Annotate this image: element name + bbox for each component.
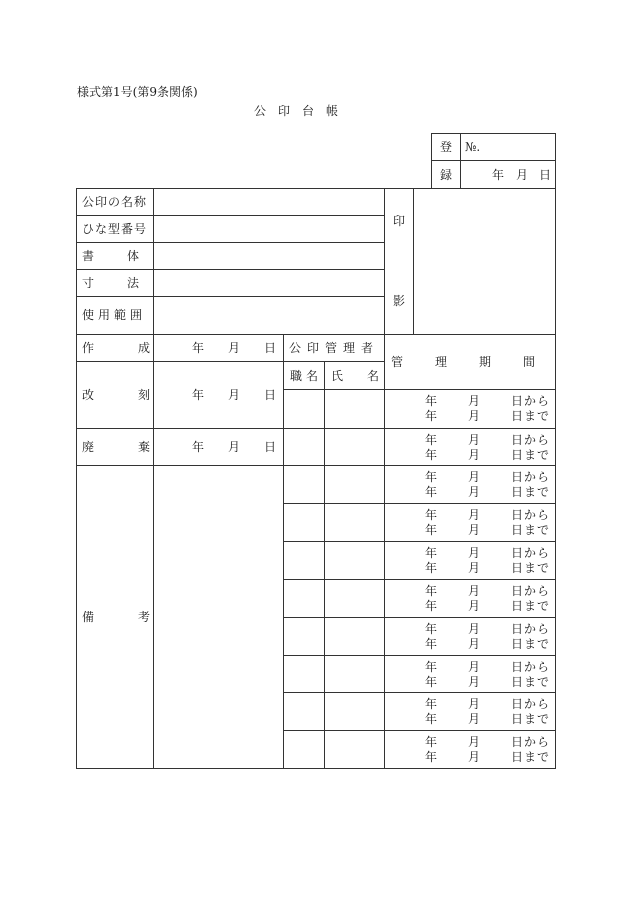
period-row-4-until-day: 日まで xyxy=(511,523,551,537)
manager-name-cell-7[interactable] xyxy=(325,618,384,655)
engraved-day: 日 xyxy=(264,388,277,402)
seal-impression-area[interactable] xyxy=(414,189,555,334)
period-row-7-until-month: 月 xyxy=(468,637,481,651)
period-row-2-until-day: 日まで xyxy=(511,448,551,462)
registration-month: 月 xyxy=(516,168,529,182)
template-number-value[interactable] xyxy=(154,216,384,242)
period-row-8-until-day: 日まで xyxy=(511,675,551,689)
period-row-10-until-day: 日まで xyxy=(511,750,551,764)
period-row-9-from-year: 年 xyxy=(425,697,438,711)
period-row-5-until-year: 年 xyxy=(425,561,438,575)
period-row-2-until-month: 月 xyxy=(468,448,481,462)
usage-scope-value[interactable] xyxy=(154,297,384,334)
registration-year: 年 xyxy=(492,168,505,182)
field-label-usage-scope xyxy=(82,308,148,322)
period-row-1-until-month: 月 xyxy=(468,409,481,423)
manager-name-cell-9[interactable] xyxy=(325,693,384,730)
manager-position-cell-6[interactable] xyxy=(284,580,324,617)
period-row-7-from-day: 日から xyxy=(511,622,551,636)
period-row-10-from-month: 月 xyxy=(468,735,481,749)
typeface-value[interactable] xyxy=(154,243,384,269)
field-label-typeface-text: 書 体 xyxy=(82,249,143,263)
created-month: 月 xyxy=(228,341,241,355)
registration-label-top: 登 xyxy=(440,140,453,154)
field-label-dimensions-text: 寸 法 xyxy=(82,276,143,290)
period-row-10-until-year: 年 xyxy=(425,750,438,764)
row-label-created xyxy=(82,341,167,355)
period-row-5-from-month: 月 xyxy=(468,546,481,560)
period-row-10-until-month: 月 xyxy=(468,750,481,764)
period-row-6-from-month: 月 xyxy=(468,584,481,598)
period-row-1-until-day: 日まで xyxy=(511,409,551,423)
period-row-1-until-year: 年 xyxy=(425,409,438,423)
period-row-9-until-month: 月 xyxy=(468,712,481,726)
created-year: 年 xyxy=(192,341,205,355)
discarded-month: 月 xyxy=(228,440,241,454)
period-row-8-until-month: 月 xyxy=(468,675,481,689)
manager-name-cell-6[interactable] xyxy=(325,580,384,617)
period-row-1-from-year: 年 xyxy=(425,394,438,408)
dimensions-value[interactable] xyxy=(154,270,384,296)
row-label-discarded-text: 廃 棄 xyxy=(82,440,167,454)
period-row-4-from-year: 年 xyxy=(425,508,438,522)
row-label-discarded xyxy=(82,440,167,454)
period-row-6-from-year: 年 xyxy=(425,584,438,598)
field-label-typeface xyxy=(82,249,148,263)
period-row-5-until-month: 月 xyxy=(468,561,481,575)
period-row-8-from-month: 月 xyxy=(468,660,481,674)
manager-position-cell-1[interactable] xyxy=(284,390,324,428)
period-row-3-from-year: 年 xyxy=(425,470,438,484)
manager-name-cell-5[interactable] xyxy=(325,542,384,579)
period-row-10-from-year: 年 xyxy=(425,735,438,749)
period-row-7-from-month: 月 xyxy=(468,622,481,636)
period-row-6-until-year: 年 xyxy=(425,599,438,613)
period-row-4-until-month: 月 xyxy=(468,523,481,537)
manager-position-cell-5[interactable] xyxy=(284,542,324,579)
manager-position-cell-9[interactable] xyxy=(284,693,324,730)
period-row-9-until-year: 年 xyxy=(425,712,438,726)
manager-name-cell-2[interactable] xyxy=(325,429,384,465)
period-row-6-until-month: 月 xyxy=(468,599,481,613)
manager-header-text: 公印管理者 xyxy=(289,341,380,355)
period-row-10-from-day: 日から xyxy=(511,735,551,749)
period-row-7-from-year: 年 xyxy=(425,622,438,636)
field-label-seal-name xyxy=(82,195,148,209)
created-day: 日 xyxy=(264,341,277,355)
manager-position-cell-10[interactable] xyxy=(284,731,324,768)
period-row-2-from-month: 月 xyxy=(468,433,481,447)
period-row-3-until-day: 日まで xyxy=(511,485,551,499)
registration-label-bottom: 録 xyxy=(440,168,453,182)
period-row-3-from-day: 日から xyxy=(511,470,551,484)
period-row-3-from-month: 月 xyxy=(468,470,481,484)
manager-name-cell-4[interactable] xyxy=(325,504,384,541)
field-label-seal-name-text: 公印の名称 xyxy=(82,195,148,209)
discarded-year: 年 xyxy=(192,440,205,454)
row-label-remarks xyxy=(82,610,167,624)
row-label-remarks-text: 備 考 xyxy=(82,610,167,624)
period-row-7-until-year: 年 xyxy=(425,637,438,651)
period-row-9-from-month: 月 xyxy=(468,697,481,711)
form-label: 様式第1号(第9条関係) xyxy=(77,85,198,99)
period-row-8-from-day: 日から xyxy=(511,660,551,674)
manager-name-cell-1[interactable] xyxy=(325,390,384,428)
manager-position-cell-4[interactable] xyxy=(284,504,324,541)
registration-number-label: №. xyxy=(465,140,481,154)
engraved-month: 月 xyxy=(228,388,241,402)
period-row-3-until-year: 年 xyxy=(425,485,438,499)
row-label-created-text: 作 成 xyxy=(82,341,167,355)
manager-position-header: 職名 xyxy=(290,369,323,383)
manager-name-cell-8[interactable] xyxy=(325,656,384,692)
manager-name-cell-10[interactable] xyxy=(325,731,384,768)
period-row-6-until-day: 日まで xyxy=(511,599,551,613)
period-row-4-until-year: 年 xyxy=(425,523,438,537)
manager-position-cell-2[interactable] xyxy=(284,429,324,465)
page-title-text: 公 印 台 帳 xyxy=(254,104,339,118)
seal-name-value[interactable] xyxy=(154,189,384,215)
period-row-1-from-day: 日から xyxy=(511,394,551,408)
row-label-engraved-text: 改 刻 xyxy=(82,388,167,402)
manager-position-cell-8[interactable] xyxy=(284,656,324,692)
period-row-4-from-day: 日から xyxy=(511,508,551,522)
discarded-day: 日 xyxy=(264,440,277,454)
period-row-5-from-day: 日から xyxy=(511,546,551,560)
manager-position-cell-7[interactable] xyxy=(284,618,324,655)
seal-impression-label-bottom: 影 xyxy=(393,294,406,308)
field-label-usage-scope-text: 使用範囲 xyxy=(82,308,147,322)
field-label-template-number-text: ひな型番号 xyxy=(82,222,148,236)
period-row-3-until-month: 月 xyxy=(468,485,481,499)
period-row-2-until-year: 年 xyxy=(425,448,438,462)
engraved-year: 年 xyxy=(192,388,205,402)
manager-name-cell-3[interactable] xyxy=(325,466,384,503)
period-row-2-from-year: 年 xyxy=(425,433,438,447)
period-row-9-until-day: 日まで xyxy=(511,712,551,726)
row-label-engraved xyxy=(82,388,167,402)
period-row-2-from-day: 日から xyxy=(511,433,551,447)
remarks-value[interactable] xyxy=(154,466,283,768)
seal-impression-label-top: 印 xyxy=(393,214,406,228)
manager-position-cell-3[interactable] xyxy=(284,466,324,503)
period-row-5-from-year: 年 xyxy=(425,546,438,560)
period-row-8-from-year: 年 xyxy=(425,660,438,674)
manager-name-header: 氏 名 xyxy=(331,369,386,383)
period-row-7-until-day: 日まで xyxy=(511,637,551,651)
manager-header xyxy=(289,341,379,355)
period-row-4-from-month: 月 xyxy=(468,508,481,522)
period-row-6-from-day: 日から xyxy=(511,584,551,598)
registration-day: 日 xyxy=(539,168,552,182)
period-row-1-from-month: 月 xyxy=(468,394,481,408)
period-header: 管 理 期 間 xyxy=(391,355,546,369)
period-row-5-until-day: 日まで xyxy=(511,561,551,575)
page-title xyxy=(254,104,374,118)
period-row-9-from-day: 日から xyxy=(511,697,551,711)
period-row-8-until-year: 年 xyxy=(425,675,438,689)
field-label-template-number xyxy=(82,222,148,236)
field-label-dimensions xyxy=(82,276,148,290)
